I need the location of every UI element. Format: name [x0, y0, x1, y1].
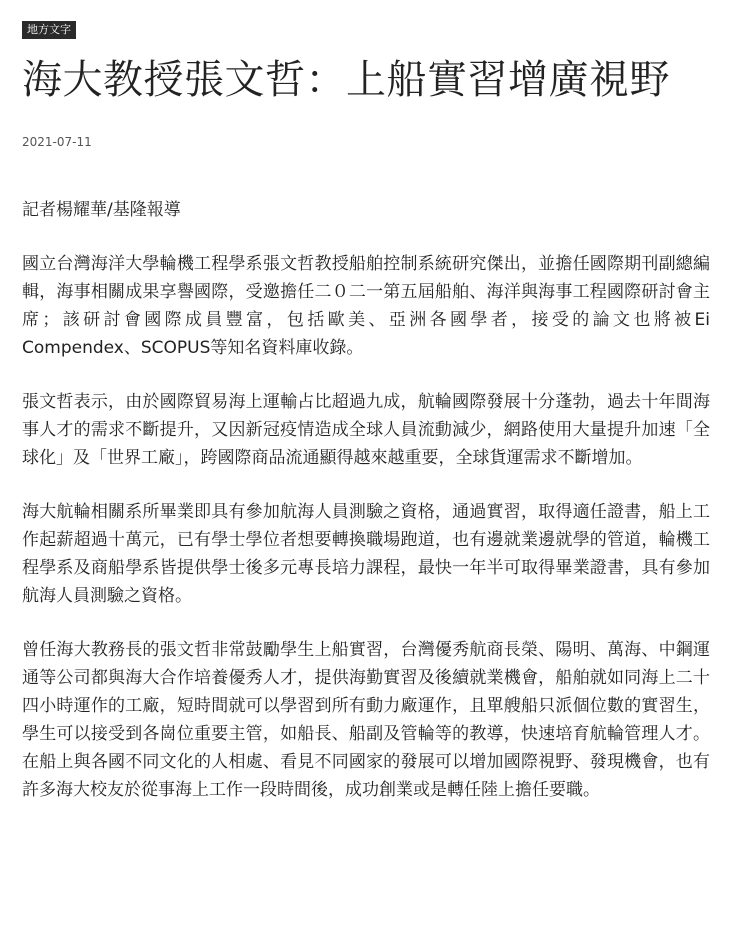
paragraph: 曾任海大教務長的張文哲非常鼓勵學生上船實習，台灣優秀航商長榮、陽明、萬海、中鋼運通等公司都與海大合作培養優秀人才，提供海勤實習及後續就業機會，船舶就如同海上二十四小時運作的工廠，短時間就可以學習到所有動力廠運作，且單艘船只派個位數的實習生，學生可以接受到各崗位重要主管，如船長、船副及管輪等的教導，快速培育航輪管理人才。在船上與各國不同文化的人相處、看見不同國家的發展可以增加國際視野、發現機會，也有許多海大校友於從事海上工作一段時間後，成功創業或是轉任陸上擔任要職。: [22, 640, 710, 800]
paragraph: 國立台灣海洋大學輪機工程學系張文哲教授船舶控制系統研究傑出，並擔任國際期刊副總編輯，海事相關成果享譽國際，受邀擔任二０二一第五屆船舶、海洋與海事工程國際研討會主席；該研討會國際成員豐富，包括歐美、亞洲各國學者，接受的論文也將被Ei Compendex、SCOPUS等知名資料庫收錄。: [22, 254, 710, 358]
article-body: [22, 250, 710, 830]
paragraph: 張文哲表示，由於國際貿易海上運輸占比超過九成，航輪國際發展十分蓬勃，過去十年間海事人才的需求不斷提升，又因新冠疫情造成全球人員流動減少，網路使用大量提升加速「全球化」及「世界工廠」，跨國際商品流通顯得越來越重要，全球貨運需求不斷增加。: [22, 392, 710, 468]
byline: 記者楊耀華/基隆報導: [22, 200, 181, 220]
category-tag[interactable]: 地方文字: [22, 21, 76, 39]
article-title: 海大教授張文哲：上船實習增廣視野: [22, 57, 670, 103]
publish-date: 2021-07-11: [22, 135, 92, 149]
paragraph: 海大航輪相關系所畢業即具有參加航海人員測驗之資格，通過實習，取得適任證書，船上工作起薪超過十萬元，已有學士學位者想要轉換職場跑道，也有邊就業邊就學的管道，輪機工程學系及商船學系皆提供學士後多元專長培力課程，最快一年半可取得畢業證書，具有參加航海人員測驗之資格。: [22, 502, 710, 606]
